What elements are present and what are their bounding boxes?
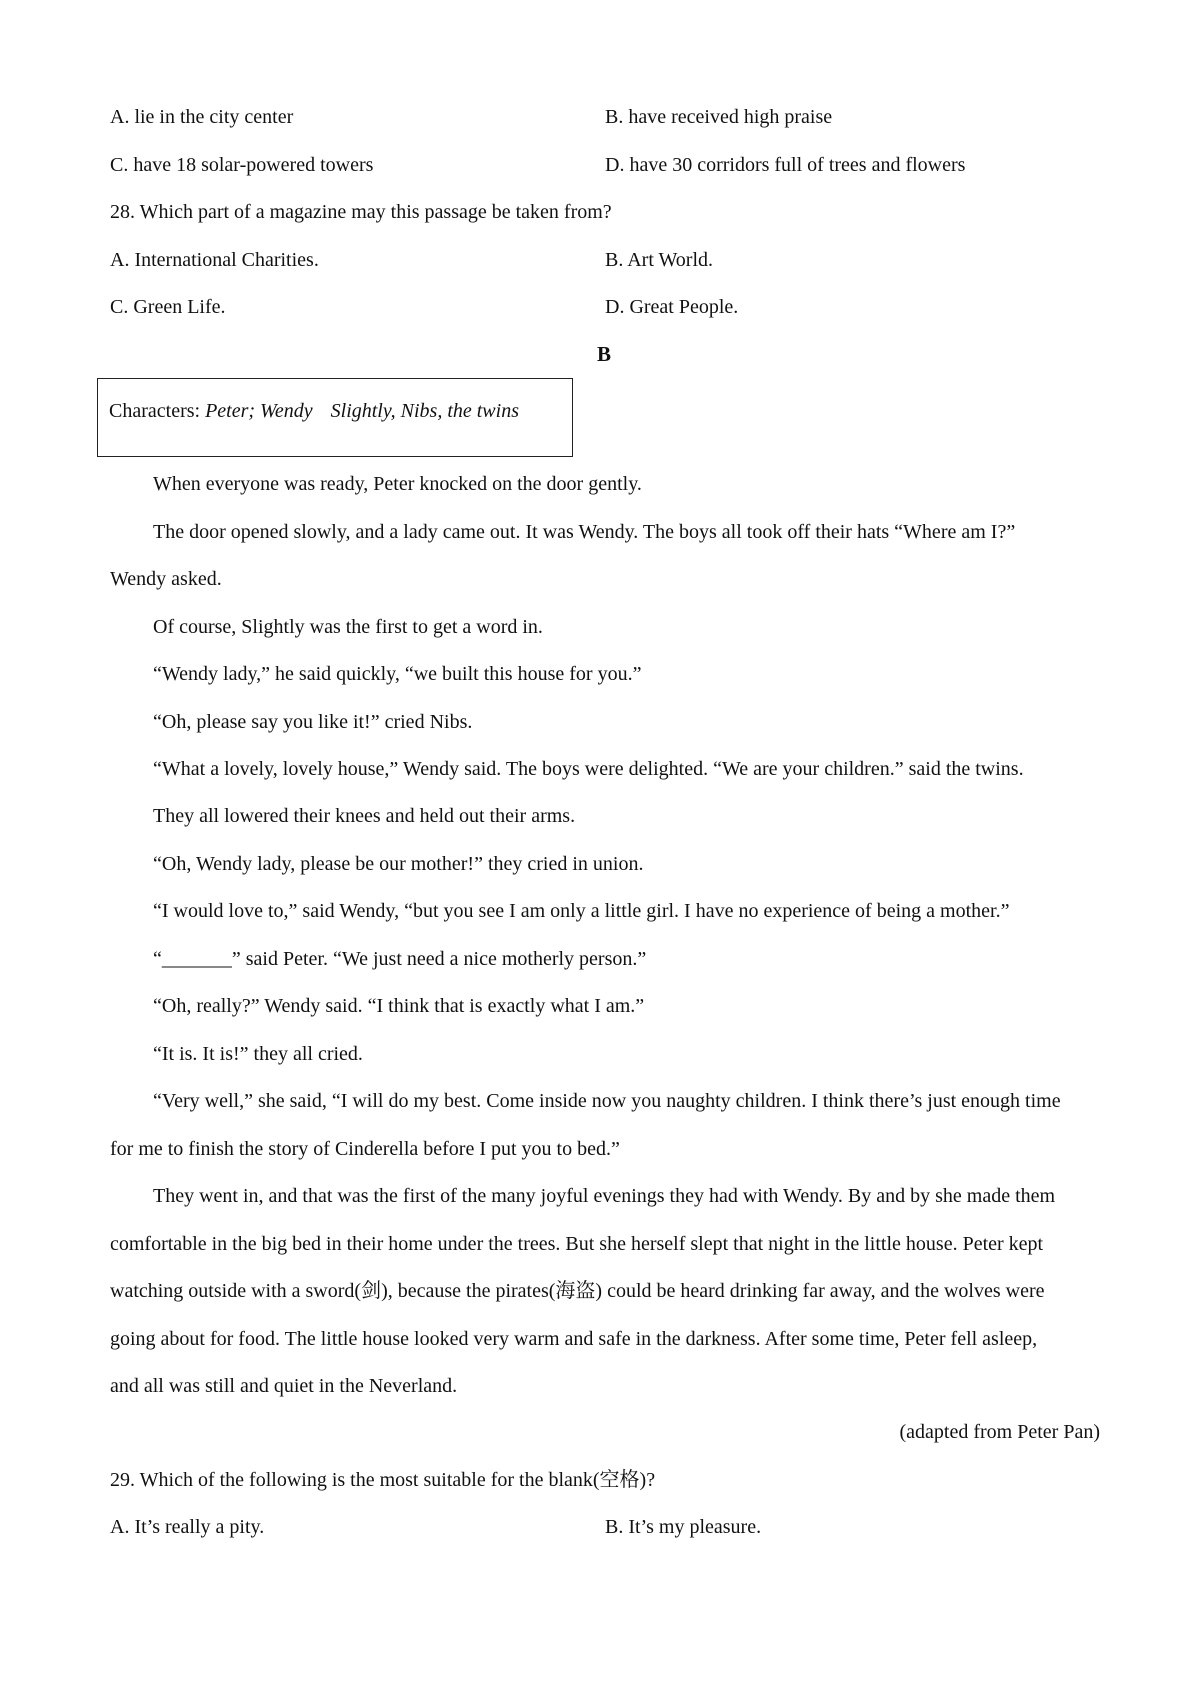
passage-line: They all lowered their knees and held out their arms. bbox=[153, 805, 576, 827]
passage-line: “Oh, Wendy lady, please be our mother!” they cried in union. bbox=[153, 853, 644, 875]
question-28: 28. Which part of a magazine may this passage be taken from? bbox=[110, 201, 612, 223]
option-q27-d: D. have 30 corridors full of trees and flowers bbox=[605, 154, 966, 176]
option-q28-a: A. International Charities. bbox=[110, 249, 319, 271]
passage-source: (adapted from Peter Pan) bbox=[899, 1421, 1100, 1443]
passage-line: and all was still and quiet in the Neverland. bbox=[110, 1375, 458, 1397]
passage-line: The door opened slowly, and a lady came out. It was Wendy. The boys all took off their hats “Where am I?” bbox=[153, 521, 1016, 543]
passage-line: “Wendy lady,” he said quickly, “we built this house for you.” bbox=[153, 663, 642, 685]
option-q28-d: D. Great People. bbox=[605, 296, 739, 318]
passage-line: “Oh, please say you like it!” cried Nibs. bbox=[153, 711, 473, 733]
option-q28-b: B. Art World. bbox=[605, 249, 714, 271]
option-q27-c: C. have 18 solar-powered towers bbox=[110, 154, 374, 176]
question-29: 29. Which of the following is the most suitable for the blank(空格)? bbox=[110, 1469, 656, 1491]
passage-line: comfortable in the big bed in their home under the trees. But she herself slept that night in the little house. Peter kept bbox=[110, 1233, 1044, 1255]
passage-line: “I would love to,” said Wendy, “but you see I am only a little girl. I have no experience of being a mother.” bbox=[153, 900, 1010, 922]
characters-box bbox=[97, 378, 573, 457]
passage-line: “It is. It is!” they all cried. bbox=[153, 1043, 363, 1065]
passage-line: going about for food. The little house looked very warm and safe in the darkness. After some time, Peter fell asleep, bbox=[110, 1328, 1038, 1350]
passage-line: Of course, Slightly was the first to get a word in. bbox=[153, 616, 543, 638]
passage-line: watching outside with a sword(剑), because the pirates(海盗) could be heard drinking far away, and the wolves were bbox=[110, 1280, 1045, 1302]
option-q29-a: A. It’s really a pity. bbox=[110, 1516, 265, 1538]
option-q29-b: B. It’s my pleasure. bbox=[605, 1516, 762, 1538]
section-heading-b: B bbox=[597, 342, 612, 366]
passage-line: Wendy asked. bbox=[110, 568, 222, 590]
passage-line: “What a lovely, lovely house,” Wendy said. The boys were delighted. “We are your children.” said the twins. bbox=[153, 758, 1024, 780]
passage-line: When everyone was ready, Peter knocked on the door gently. bbox=[153, 473, 642, 495]
characters-group-2: Slightly, Nibs, the twins bbox=[330, 400, 519, 422]
characters-group-1: Peter; Wendy bbox=[205, 400, 313, 422]
option-q27-b: B. have received high praise bbox=[605, 106, 833, 128]
passage-line: “Very well,” she said, “I will do my best. Come inside now you naughty children. I think there’s just enough time bbox=[153, 1090, 1061, 1112]
passage-line: “Oh, really?” Wendy said. “I think that is exactly what I am.” bbox=[153, 995, 645, 1017]
passage-line: for me to finish the story of Cinderella before I put you to bed.” bbox=[110, 1138, 620, 1160]
passage-line-blank: “_______” said Peter. “We just need a nice motherly person.” bbox=[153, 948, 647, 970]
characters-label: Characters: bbox=[109, 400, 206, 422]
option-q27-a: A. lie in the city center bbox=[110, 106, 294, 128]
option-q28-c: C. Green Life. bbox=[110, 296, 226, 318]
passage-line: They went in, and that was the first of the many joyful evenings they had with Wendy. By and by she made them bbox=[153, 1185, 1056, 1207]
